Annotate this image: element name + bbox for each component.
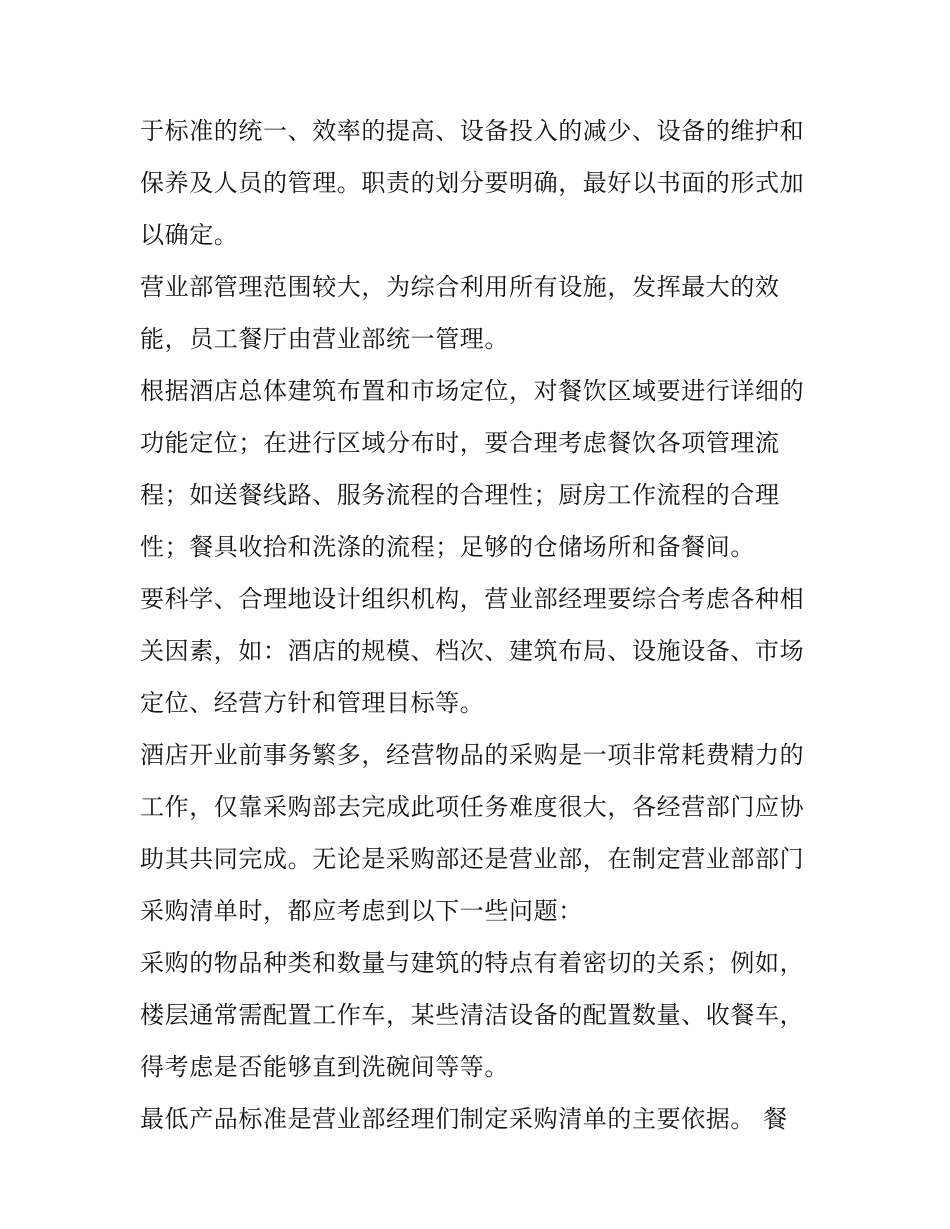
text-line: 功能定位；在进行区域分布时，要合理考虑餐饮各项管理流 [140,429,780,457]
text-line: 以确定。 [140,221,239,249]
text-line: 工作，仅靠采购部去完成此项任务难度很大，各经营部门应协 [140,793,805,821]
text-line: 要科学、合理地设计组织机构，营业部经理要综合考虑各种相 [140,585,805,613]
text-line: 保养及人员的管理。职责的划分要明确，最好以书面的形式加 [140,169,805,197]
text-line: 采购的物品种类和数量与建筑的特点有着密切的关系；例如， [140,949,805,977]
text-line: 程；如送餐线路、服务流程的合理性；厨房工作流程的合理 [140,481,780,509]
text-line: 最低产品标准是营业部经理们制定采购清单的主要依据。 餐 [140,1105,788,1133]
text-line: 定位、经营方针和管理目标等。 [140,689,485,717]
text-line: 根据酒店总体建筑布置和市场定位，对餐饮区域要进行详细的 [140,377,805,405]
text-line: 营业部管理范围较大，为综合利用所有设施，发挥最大的效 [140,273,780,301]
body-text [140,105,820,1145]
text-line: 关因素，如：酒店的规模、档次、建筑布局、设施设备、市场 [140,637,805,665]
text-line: 采购清单时，都应考虑到以下一些问题： [140,897,583,925]
text-line: 于标准的统一、效率的提高、设备投入的减少、设备的维护和 [140,117,805,145]
text-line: 酒店开业前事务繁多，经营物品的采购是一项非常耗费精力的 [140,741,805,769]
text-line: 能，员工餐厅由营业部统一管理。 [140,325,509,353]
text-line: 得考虑是否能够直到洗碗间等等。 [140,1053,509,1081]
text-line: 性；餐具收拾和洗涤的流程；足够的仓储场所和备餐间。 [140,533,755,561]
text-line: 楼层通常需配置工作车，某些清洁设备的配置数量、收餐车， [140,1001,805,1029]
text-line: 助其共同完成。无论是采购部还是营业部，在制定营业部部门 [140,845,805,873]
